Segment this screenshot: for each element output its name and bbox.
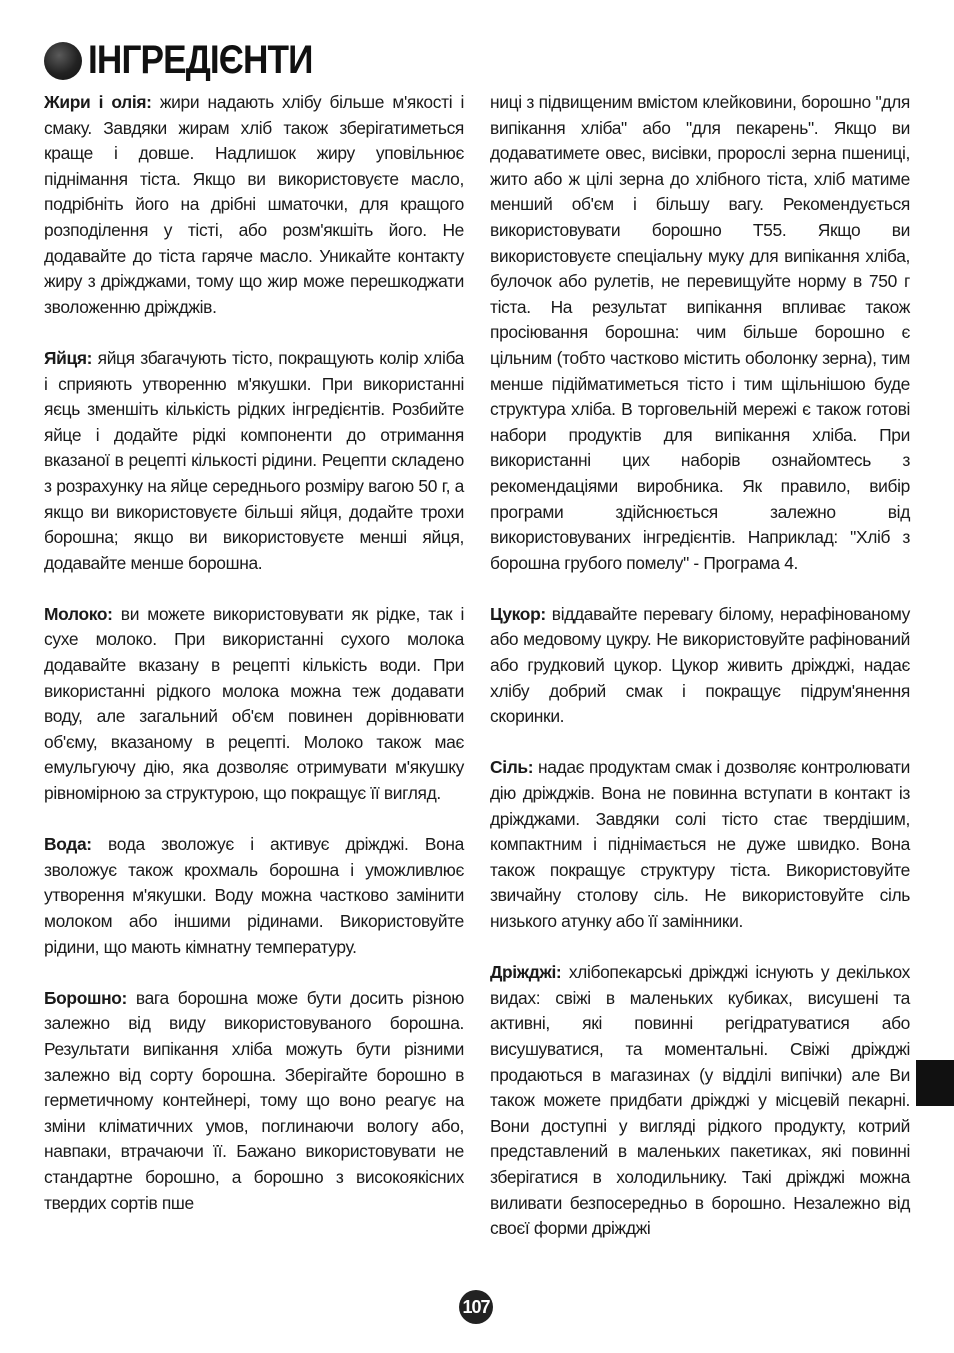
term-salt: Сіль: [490,757,534,778]
right-column [490,90,910,1267]
term-flour: Борошно: [44,987,127,1008]
paragraph-flour-continued [490,90,910,576]
page-number: 107 [459,1290,493,1324]
term-milk: Молоко: [44,603,113,624]
paragraph-fats [44,90,464,320]
text-eggs: яйця збагачують тісто, покращують колір хліба і сприяють утворенню м'якушки. При використанні яєць зменшіть кількість рідких інгредієнтів. Розбийте яйце і додайте рідкі компоненти до отримання вказаної в рецепті кількості рідини. Рецепти складено з розрахунку на яйце середнього розміру вагою 50 г, а якщо ви використовуєте більші яйця, додайте трохи борошна; якщо ви використовуєте менші яйця, додавайте менше борошна. [44,347,464,573]
text-milk: ви можете використовувати як рідке, так і сухе молоко. При використанні сухого молока додавайте вказану в рецепті кількість води. При використанні рідкого молока можна теж додавати воду, але загальний об'єм повинен дорівнювати об'єму, вказаному в рецепті. Молоко також має емульгуючу дію, яка дозволяє отримувати м'якушку рівномірною за структурою, що покращує її вигляд. [44,603,464,804]
section-side-tab [916,1060,954,1106]
text-flour-continued: ниці з підвищеним вмістом клейковини, борошно "для випікання хліба" або "для пекарень". Якщо ви додаватимете овес, висівки, пророслі зерна пшениці, жито або ж цілі зерна до хлібного тіста, хліб матиме менший об'єм і більшу вагу. Рекомендується використовувати борошно Т55. Якщо ви використовуєте спеціальну муку для випікання хліба, булочок або рулетів, не перевищуйте норму в 750 г тіста. На результат випікання впливає також просіювання борошна: чим більше борошно є цільним (тобто частково містить оболонку зерна), тим менше підійматиметься тісто і тим щільнішою буде структура хліба. В торговельній мережі є також готові набори продуктів для випікання хліба. При використанні цих наборів ознайомтесь з рекомендаціями виробника. Як правило, вибір програми здійснюється залежно від використовуваних інгредієнтів. Наприклад: "Хліб з борошна грубого помелу" - Програма 4. [490,92,910,573]
bullet-icon [44,42,82,80]
left-column [44,90,464,1242]
text-water: вода зволожує і активує дріжджі. Вона зволожує також крохмаль борошна і уможливлює утворення м'якушки. Воду можна частково замінити молоком або іншими рідинами. Використовуйте рідини, що мають кімнатну температуру. [44,834,464,957]
text-salt: надає продуктам смак і дозволяє контролювати дію дріжджів. Вона не повинна вступати в контакт із дріжджами. Завдяки солі тісто стає твердішим, компактним і піднімається не дуже швидко. Вона також покращує структуру тіста. Використовуйте звичайну столову сіль. Не використовуйте сіль низького атунку або її замінники. [490,757,910,931]
paragraph-sugar [490,602,910,730]
term-sugar: Цукор: [490,603,546,624]
term-eggs: Яйця: [44,347,93,368]
text-sugar: віддавайте перевагу білому, нерафінованому або медовому цукру. Не використовуйте рафінований або грудковий цукор. Цукор живить дріжджі, надає хлібу добрий смак і покращує підрум'янення скоринки. [490,603,910,727]
term-yeast: Дріжджі: [490,962,562,983]
page-header [44,38,343,83]
text-yeast: хлібопекарські дріжджі існують у декількох видах: свіжі в маленьких кубиках, висушені та активні, які повинні регідратуватися або висушуватися, та моментальні. Свіжі дріжджі продаються в магазинах (у відділі випічки) але Ви також можете придбати дріжджі у місцевій пекарні. Вони доступні у вигляді рідкого продукту, котрий представлений в маленьких пакетиках, які повинні зберігатися в холодильнику. Такі дріжджі можна виливати безпосередньо в борошно. Незалежно від своєї форми дріжджі [490,962,910,1239]
paragraph-salt [490,755,910,934]
paragraph-flour [44,986,464,1216]
paragraph-yeast [490,960,910,1242]
page-title: ІНГРЕДІЄНТИ [88,38,313,82]
paragraph-water [44,832,464,960]
paragraph-milk [44,602,464,807]
term-water: Вода: [44,834,92,855]
text-fats: жири надають хлібу більше м'якості і смаку. Завдяки жирам хліб також зберігатиметься краще і довше. Надлишок жиру уповільнює піднімання тіста. Якщо ви використовуєте масло, подрібніть його на дрібні шматочки, для кращого розподілення у тісті, або розм'якшіть його. Не додавайте до тіста гаряче масло. Уникайте контакту жиру з дріжджами, тому що жир може перешкоджати зволоженню дріжджів. [44,92,465,317]
term-fats: Жири і олія: [44,92,152,112]
text-flour: вага борошна може бути досить різною залежно від виду використовуваного борошна. Результати випікання хліба можуть бути різними залежно від сорту борошна. Зберігайте борошно в герметичному контейнері, тому що воно реагує на зміни кліматичних умов, поглинаючи вологу або, навпаки, втрачаючи її. Бажано використовувати не стандартне борошно, а борошно з високоякісних твердих сортів пше [44,987,464,1213]
paragraph-eggs [44,346,464,576]
